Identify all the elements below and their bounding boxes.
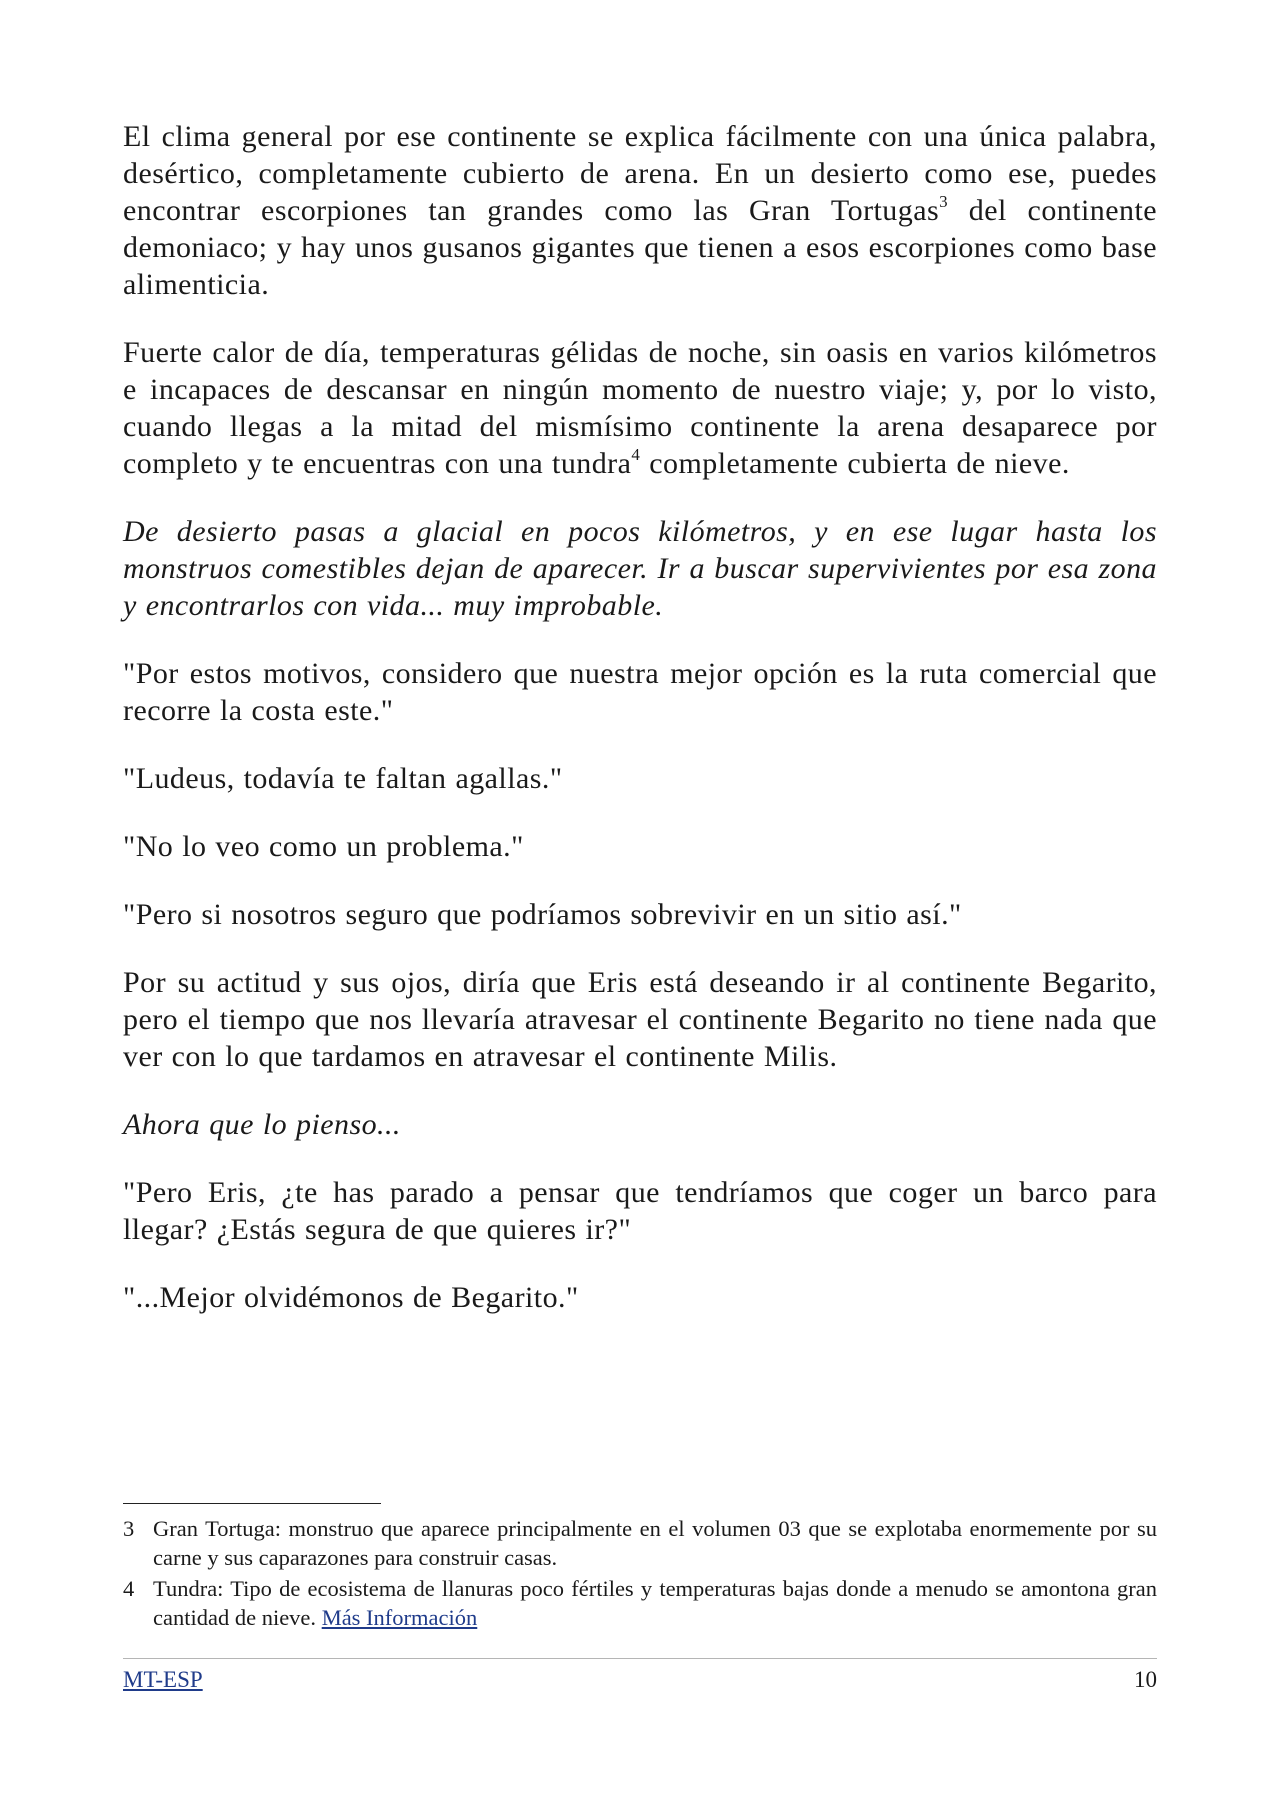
footnote-text-container (153, 1574, 1157, 1632)
footnote-3 (123, 1514, 1157, 1572)
paragraph-1-text-after: del continente demoniaco; y hay unos gusanos gigantes que tienen a esos escorpiones como base alimenticia. (123, 194, 1157, 301)
footer-row (123, 1665, 1157, 1694)
paragraph-4: "Por estos motivos, considero que nuestra mejor opción es la ruta comercial que recorre la costa este." (123, 657, 1157, 727)
footnotes-section (123, 1503, 1157, 1634)
footnote-text: Tundra: Tipo de ecosistema de llanuras poco fértiles y temperaturas bajas donde a menudo se amontona gran cantidad de nieve. (153, 1576, 1157, 1630)
paragraph-11: "...Mejor olvidémonos de Begarito." (123, 1281, 579, 1314)
paragraph-3: De desierto pasas a glacial en pocos kilómetros, y en ese lugar hasta los monstruos comestibles dejan de aparecer. Ir a buscar supervivientes por esa zona y encontrarlos con vida... muy improbable. (123, 515, 1157, 622)
footnote-divider (123, 1503, 381, 1504)
footnote-ref-3[interactable]: 3 (939, 192, 949, 211)
footnote-text: Gran Tortuga: monstruo que aparece principalmente en el volumen 03 que se explotaba enormemente por su carne y sus caparazones para construir casas. (153, 1516, 1157, 1570)
paragraph-5: "Ludeus, todavía te faltan agallas." (123, 762, 563, 795)
page-number: 10 (1134, 1667, 1157, 1692)
paragraph-6: "No lo veo como un problema." (123, 830, 524, 863)
paragraph-9: Ahora que lo pienso... (123, 1108, 401, 1141)
footnote-ref-4[interactable]: 4 (631, 445, 641, 464)
paragraph-1-text: El clima general por ese continente se explica fácilmente con una única palabra, desértico, completamente cubierto de arena. En un desierto como ese, puedes encontrar escorpiones tan grandes como las Gran Tortugas (123, 120, 1157, 227)
paragraph-1 (123, 118, 1157, 303)
paragraph-7: "Pero si nosotros seguro que podríamos sobrevivir en un sitio así." (123, 898, 962, 931)
paragraph-2-text-after: completamente cubierta de nieve. (640, 447, 1070, 480)
paragraph-8: Por su actitud y sus ojos, diría que Eris está deseando ir al continente Begarito, pero el tiempo que nos llevaría atravesar el continente Begarito no tiene nada que ver con lo que tardamos en atravesar el continente Milis. (123, 966, 1157, 1073)
footnote-number: 3 (123, 1516, 135, 1541)
footer-divider (123, 1658, 1157, 1659)
footnote-number: 4 (123, 1576, 135, 1601)
paragraph-10: "Pero Eris, ¿te has parado a pensar que tendríamos que coger un barco para llegar? ¿Estás segura de que quieres ir?" (123, 1176, 1157, 1246)
page-footer (123, 1658, 1157, 1694)
paragraph-2 (123, 334, 1157, 482)
document-body (123, 118, 1157, 1347)
paragraph-2-text: Fuerte calor de día, temperaturas gélidas de noche, sin oasis en varios kilómetros e incapaces de descansar en ningún momento de nuestro viaje; y, por lo visto, cuando llegas a la mitad del mismísimo continente la arena desaparece por completo y te encuentras con una tundra (123, 336, 1157, 480)
footer-site-link[interactable]: MT-ESP (123, 1667, 203, 1692)
more-info-link[interactable]: Más Información (321, 1605, 478, 1630)
footnote-4 (123, 1574, 1157, 1632)
